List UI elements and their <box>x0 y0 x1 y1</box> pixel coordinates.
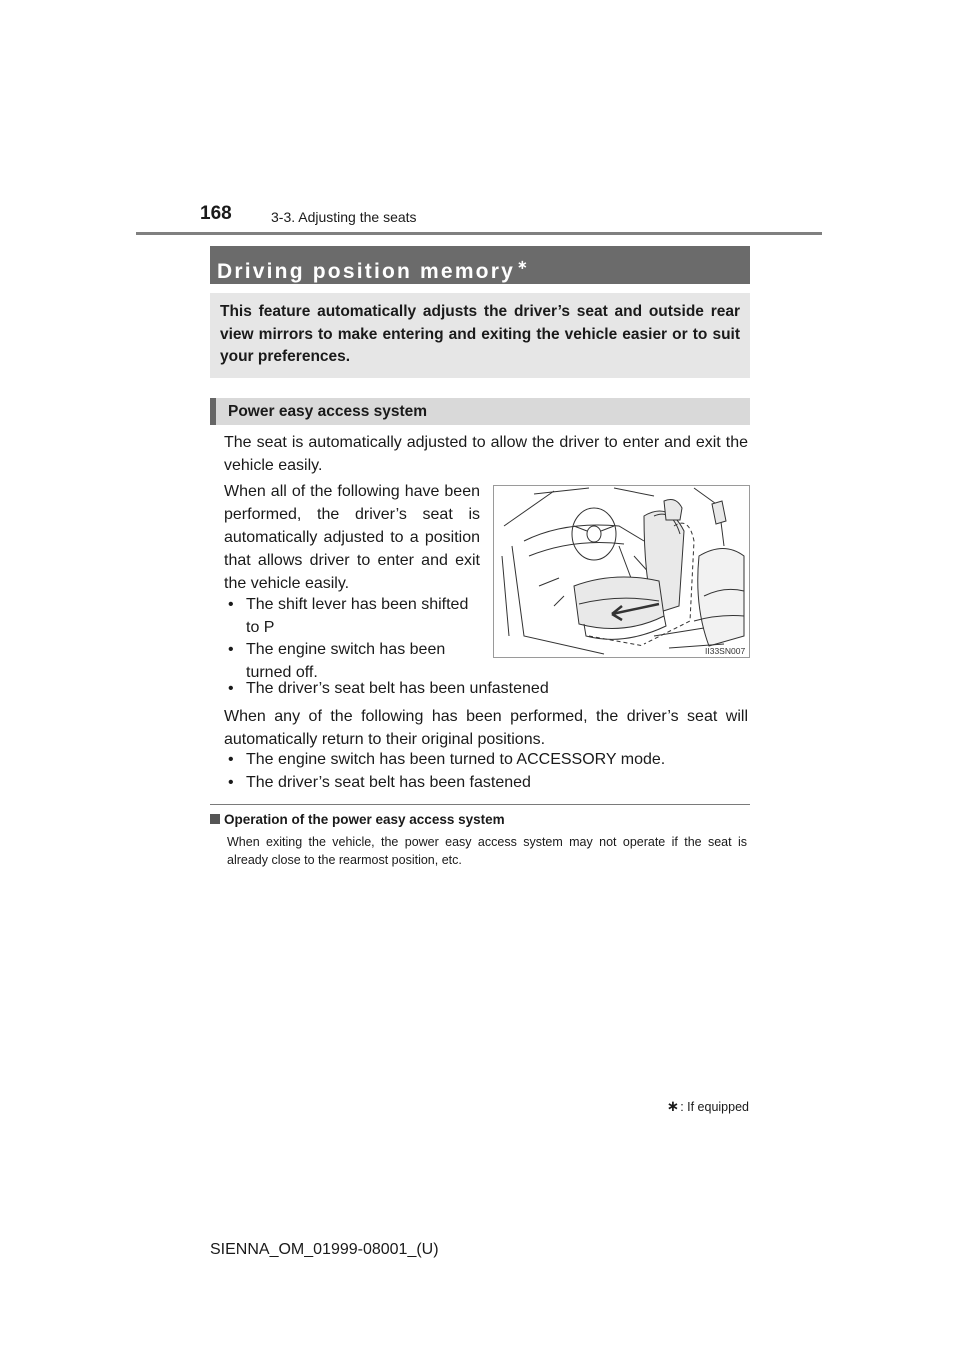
bullet-icon: • <box>228 751 234 768</box>
note-heading <box>210 812 505 827</box>
list-item-text: The driver’s seat belt has been fastened <box>246 774 531 791</box>
driver-seat-drawing <box>494 486 749 657</box>
list-item-text: The engine switch has been turned off. <box>246 641 446 681</box>
subsection-title: Power easy access system <box>210 398 750 425</box>
list-item-text: The shift lever has been shifted to P <box>246 596 469 636</box>
page-title <box>210 246 750 284</box>
body-paragraph: When any of the following has been performed, the driver’s seat will automatically return to their original positions. <box>224 708 748 748</box>
bullet-icon: • <box>228 641 234 658</box>
body-paragraph: The seat is automatically adjusted to allow the driver to enter and exit the vehicle easily. <box>224 434 748 474</box>
list-item-text: The engine switch has been turned to ACCESSORY mode. <box>246 751 666 768</box>
page-title-text: Driving position memory <box>217 260 515 283</box>
bullet-icon: • <box>228 680 234 697</box>
illustration-code: II33SN007 <box>705 646 746 656</box>
bullet-icon: • <box>228 596 234 613</box>
asterisk-icon: ∗ <box>666 1098 680 1115</box>
note-heading-text: Operation of the power easy access system <box>224 812 505 827</box>
note-body: When exiting the vehicle, the power easy access system may not operate if the seat is already close to the rearmost position, etc. <box>227 835 747 867</box>
body-paragraph: When all of the following have been performed, the driver’s seat is automatically adjusted to a position that allows driver to enter and exit the vehicle easily. <box>224 483 480 592</box>
note-divider <box>210 804 750 805</box>
list-item <box>228 771 748 794</box>
footnote <box>667 1097 749 1115</box>
list-item <box>228 593 480 639</box>
seat-illustration <box>493 485 750 658</box>
bullet-icon: • <box>228 774 234 791</box>
list-item-text: The driver’s seat belt has been unfastened <box>246 680 549 697</box>
list-item <box>228 748 748 771</box>
square-bullet-icon <box>210 814 220 824</box>
page-number: 168 <box>200 203 232 224</box>
header-divider <box>136 232 822 235</box>
optional-equipment-mark: ∗ <box>516 257 528 272</box>
section-label: 3-3. Adjusting the seats <box>271 209 417 225</box>
list-item <box>228 677 748 700</box>
intro-box: This feature automatically adjusts the driver’s seat and outside rear view mirrors to make entering and exiting the vehicle easier or to suit your preferences. <box>210 293 750 378</box>
document-code: SIENNA_OM_01999-08001_(U) <box>210 1241 439 1258</box>
footnote-text: : If equipped <box>680 1100 749 1114</box>
